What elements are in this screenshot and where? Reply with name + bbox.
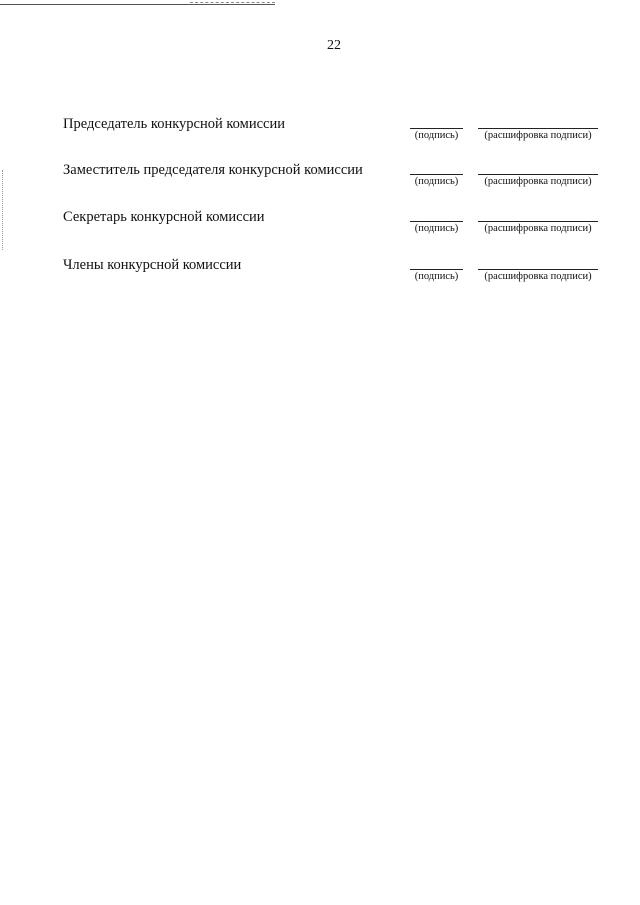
signature-caption: (подпись): [414, 130, 459, 141]
signature-caption: (подпись): [414, 271, 459, 282]
signature-decode-caption: (расшифровка подписи): [484, 271, 592, 282]
signature-line: [410, 269, 463, 270]
signature-line: [410, 174, 463, 175]
scan-edge-line: [0, 4, 275, 5]
signature-decode-caption: (расшифровка подписи): [484, 176, 592, 187]
scan-edge-line: [190, 2, 275, 3]
signature-role-label: Члены конкурсной комиссии: [63, 257, 242, 273]
signature-decode-line: [478, 269, 598, 270]
signature-role-label: Заместитель председателя конкурсной комиссии: [63, 162, 363, 178]
signature-row-chairman: [0, 116, 640, 156]
page-number: 22: [327, 38, 341, 53]
signature-row-secretary: [0, 209, 640, 249]
signature-caption: (подпись): [414, 223, 459, 234]
signature-line: [410, 221, 463, 222]
signature-decode-line: [478, 221, 598, 222]
signature-line: [410, 128, 463, 129]
signature-decode-caption: (расшифровка подписи): [484, 130, 592, 141]
signature-row-members: [0, 257, 640, 297]
signature-role-label: Председатель конкурсной комиссии: [63, 116, 285, 132]
signature-decode-caption: (расшифровка подписи): [484, 223, 592, 234]
signature-row-deputy-chairman: [0, 162, 640, 202]
signature-decode-line: [478, 128, 598, 129]
signature-caption: (подпись): [414, 176, 459, 187]
signature-role-label: Секретарь конкурсной комиссии: [63, 209, 265, 225]
signature-decode-line: [478, 174, 598, 175]
